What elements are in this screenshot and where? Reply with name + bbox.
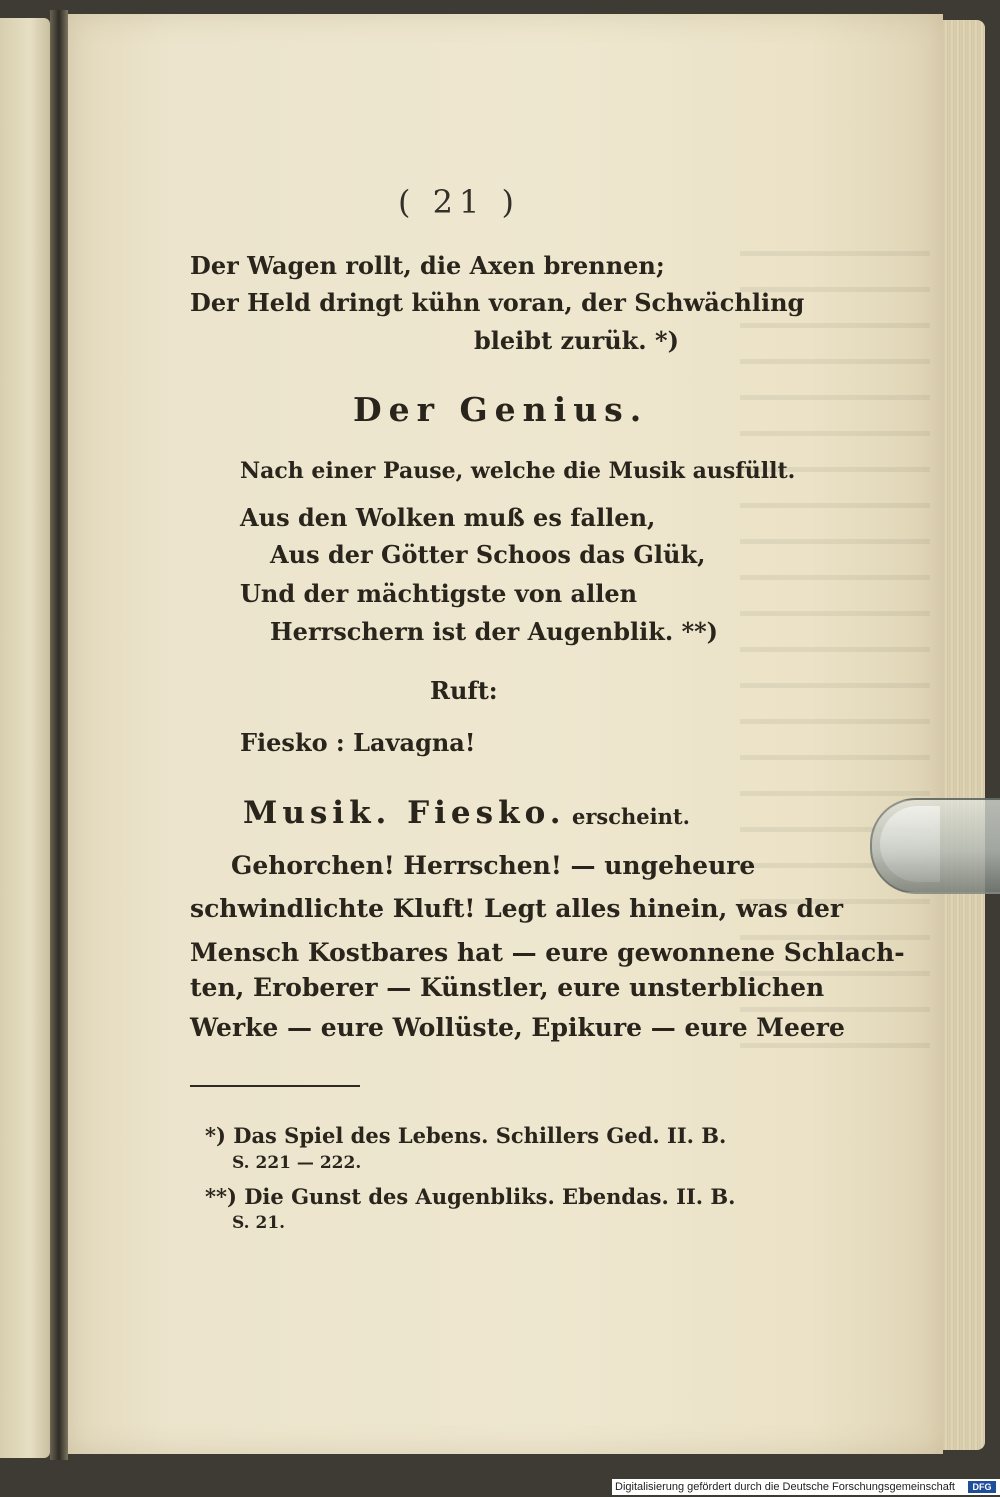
heading-musik: Musik. Fiesko. bbox=[243, 795, 566, 831]
verse-line: bleibt zurük. *) bbox=[474, 326, 679, 355]
heading-musik-suffix: erscheint. bbox=[572, 804, 690, 829]
footnote-pages: S. 221 — 222. bbox=[232, 1153, 362, 1173]
footnote: *) Das Spiel des Lebens. Schillers Ged. II. B. bbox=[205, 1123, 727, 1148]
verse-line: Der Held dringt kühn voran, der Schwächling bbox=[190, 288, 805, 317]
verse-line: Und der mächtigste von allen bbox=[240, 579, 638, 608]
prose-line: Mensch Kostbares hat — eure gewonnene Schlach- bbox=[190, 938, 905, 967]
funding-credit: Digitalisierung gefördert durch die Deutsche Forschungsgemeinschaft bbox=[612, 1479, 1000, 1495]
prose-line: ten, Eroberer — Künstler, eure unsterblichen bbox=[190, 973, 825, 1002]
verse-line: Der Wagen rollt, die Axen brennen; bbox=[190, 251, 665, 280]
footnote-pages: S. 21. bbox=[232, 1213, 286, 1233]
footnote-divider bbox=[190, 1085, 360, 1087]
verse-line: Herrschern ist der Augenblik. **) bbox=[270, 617, 719, 646]
heading-genius: Der Genius. bbox=[353, 390, 649, 429]
called-line: Fiesko : Lavagna! bbox=[240, 728, 476, 757]
verse-line: Aus den Wolken muß es fallen, bbox=[240, 503, 656, 532]
book-gutter bbox=[50, 10, 68, 1460]
dfg-logo: DFG bbox=[968, 1481, 996, 1493]
left-page-edge bbox=[0, 18, 50, 1458]
prose-line: Werke — eure Wollüste, Epikure — eure Meere bbox=[190, 1013, 845, 1042]
prose-line: schwindlichte Kluft! Legt alles hinein, was der bbox=[190, 894, 844, 923]
verse-line: Aus der Götter Schoos das Glük, bbox=[270, 540, 706, 569]
speaker-cue: Ruft: bbox=[430, 676, 498, 705]
page-number: ( 21 ) bbox=[398, 183, 521, 221]
prose-line: Gehorchen! Herrschen! — ungeheure bbox=[231, 851, 756, 880]
stage-direction: Nach einer Pause, welche die Musik ausfüllt. bbox=[240, 458, 796, 484]
footnote: **) Die Gunst des Augenbliks. Ebendas. II. B. bbox=[205, 1184, 736, 1209]
